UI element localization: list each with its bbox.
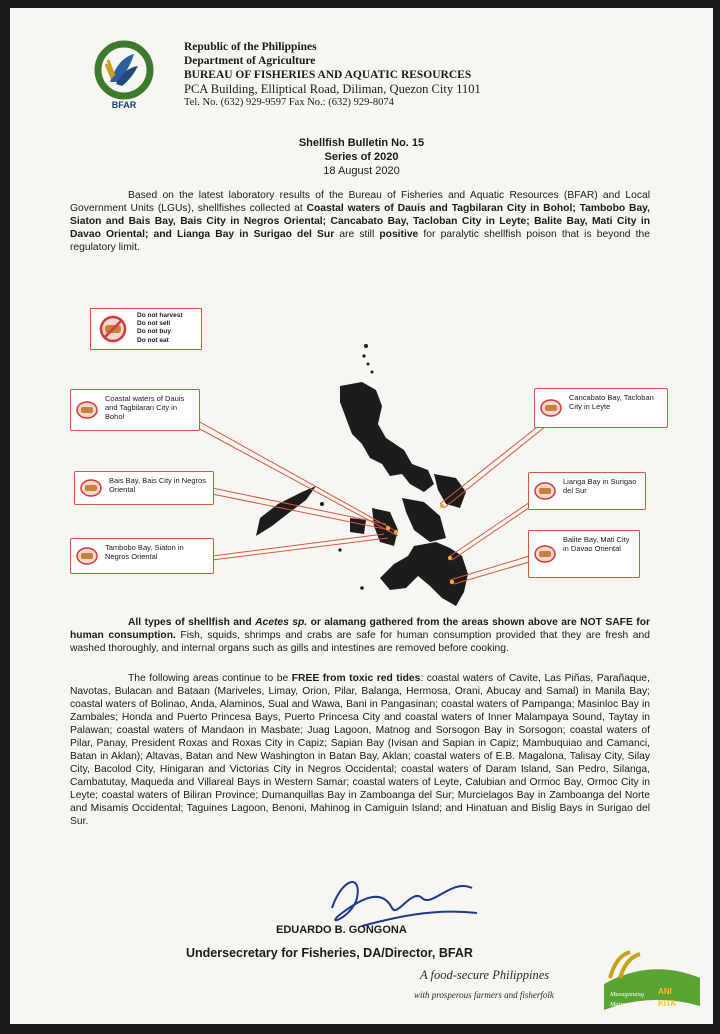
para1-end: for paralytic shellfish poison that is beyond the regulatory limit. (70, 229, 650, 253)
no-shellfish-icon (96, 315, 130, 343)
svg-text:Mataas na: Mataas na (610, 1001, 638, 1008)
legend-harvest: Do not harvest (137, 312, 183, 319)
map-landmass (256, 344, 468, 606)
svg-text:ANI: ANI (658, 987, 672, 996)
para3-rest: : coastal waters of Cavite, Las Piñas, Parañaque, Navotas, Bulacan and Bataan (Mariveles, Limay, Orion, Pilar, Balanga, Hermosa, Orani, Abucay and Samal) in Manila Bay; coastal waters of Bolinao, Anda, Alaminos, Sual and Wawa, Bani in Pangasinan; coastal waters of Pampanga; Masinloc Bay in Zambales; Honda and Puerto Princesa Bays, Puerto Princesa City and coastal waters of Inner Malampaya Sound, Taytay in Palawan; coastal waters of Mandaon in Masbate; Juag Lagoon, Matnog and Sorsogon Bay in Sorsogon; coastal waters of Pilar, Panay, President Roxas and Roxas City in Capiz; Sapian Bay (Ivisan and Sapian in Capiz; Mambuquiao and Camanci, Batan in Aklan); Altavas, Batan and New Washington in Batan Bay, Aklan; coastal waters of E.B. Magalona, Talisay City, Silay City, Bacolod City, Hinigaran and Victorias City in Negros Occidental; coastal waters of Daram Island, San Pedro, Silanga, Cambatutay, Maqueda and Villareal Bays in Western Samar; coastal waters of Leyte, Calubian and Ormoc Bay, Ormoc City in Leyte; coastal waters of Biliran Province; Dumanquillas Bay in Zamboanga del Sur; Murcielagos Bay in Zamboanga del Norte and Misamis Occidental; Taguines Lagoon, Benoni, Mahinog in Camiguin Island; and Hinatuan and Bislig Bays in Surigao del Sur. (70, 673, 650, 827)
para1-areas: Coastal waters of Dauis and Tagbilaran City in Bohol; Tambobo Bay, Siaton and Bais Bay, Bais City in Negros Oriental; Cancabato Bay, Tacloban City in Leyte; Balite Bay, Mati City in Davao Oriental; and Lianga Bay in Surigao del Sur (70, 203, 650, 240)
shellfish-icon (534, 545, 556, 563)
label-lianga: Lianga Bay in Surigao del Sur (528, 472, 646, 510)
bulletin-page (10, 8, 713, 1024)
label-cancabato: Cancabato Bay, Tacloban City in Leyte (534, 388, 668, 428)
para2-bold-italic: Acetes sp. (255, 617, 308, 628)
label-bais: Bais Bay, Bais City in Negros Oriental (74, 471, 214, 505)
tagline-sub: with prosperous farmers and fisherfolk (414, 990, 554, 1000)
shellfish-icon (534, 482, 556, 500)
para3-bold: FREE from toxic red tides (291, 673, 421, 684)
label-tambobo: Tambobo Bay, Siaton in Negros Oriental (70, 538, 214, 574)
department-line: Department of Agriculture (184, 55, 316, 67)
republic-line: Republic of the Philippines (184, 41, 317, 53)
svg-text:BFAR: BFAR (111, 100, 137, 110)
shellfish-icon (80, 479, 102, 497)
para3-intro: The following areas continue to be (128, 673, 292, 684)
label-bohol: Coastal waters of Dauis and Tagbilaran City in Bohol (70, 389, 200, 431)
legend-sell: Do not sell (137, 320, 171, 328)
signatory-name: EDUARDO B. GONGONA (276, 924, 407, 936)
shellfish-icon (76, 401, 98, 419)
safety-paragraph (70, 616, 650, 655)
map-legend (90, 308, 202, 350)
contact-line: Tel. No. (632) 929-9597 Fax No.: (632) 929-8074 (184, 97, 394, 108)
legend-buy: Do not buy (137, 328, 171, 336)
address-line: PCA Building, Elliptical Road, Diliman, Quezon City 1101 (184, 82, 481, 96)
para2-bold2: or alamang gathered from the areas shown above are NOT SAFE for human consumption. (70, 617, 650, 641)
free-areas-paragraph (70, 672, 650, 828)
letterhead (184, 40, 481, 110)
bulletin-title: Shellfish Bulletin No. 15 (298, 137, 425, 149)
shellfish-icon (76, 547, 98, 565)
para1-intro: Based on the latest laboratory results of the Bureau of Fisheries and Aquatic Resources (BFAR) and Local Government Units (LGUs), shellfishes collected at (70, 190, 650, 214)
bulletin-heading (10, 136, 713, 178)
svg-text:Masaganang: Masaganang (610, 991, 644, 998)
svg-text:KITA: KITA (658, 999, 677, 1008)
label-balite: Balite Bay, Mati City in Davao Oriental (528, 530, 640, 578)
para2-rest: Fish, squids, shrimps and crabs are safe for human consumption provided that they are fresh and washed thoroughly, and internal organs such as gills and intestines are removed before cooking. (70, 630, 650, 654)
bulletin-series: Series of 2020 (324, 151, 399, 163)
ani-kita-logo (596, 948, 706, 1016)
bulletin-date: 18 August 2020 (323, 165, 400, 177)
results-paragraph (70, 189, 650, 254)
bfar-logo (88, 38, 160, 110)
legend-eat: Do not eat (137, 336, 169, 344)
bureau-line: BUREAU OF FISHERIES AND AQUATIC RESOURCES (184, 69, 472, 81)
para1-positive: positive (379, 229, 419, 240)
signatory-title: Undersecretary for Fisheries, DA/Director, BFAR (186, 946, 473, 960)
shellfish-icon (540, 399, 562, 417)
para1-mid: are still (334, 229, 380, 240)
tagline: A food-secure Philippines (420, 968, 550, 982)
para2-bold: All types of shellfish and (128, 617, 256, 628)
